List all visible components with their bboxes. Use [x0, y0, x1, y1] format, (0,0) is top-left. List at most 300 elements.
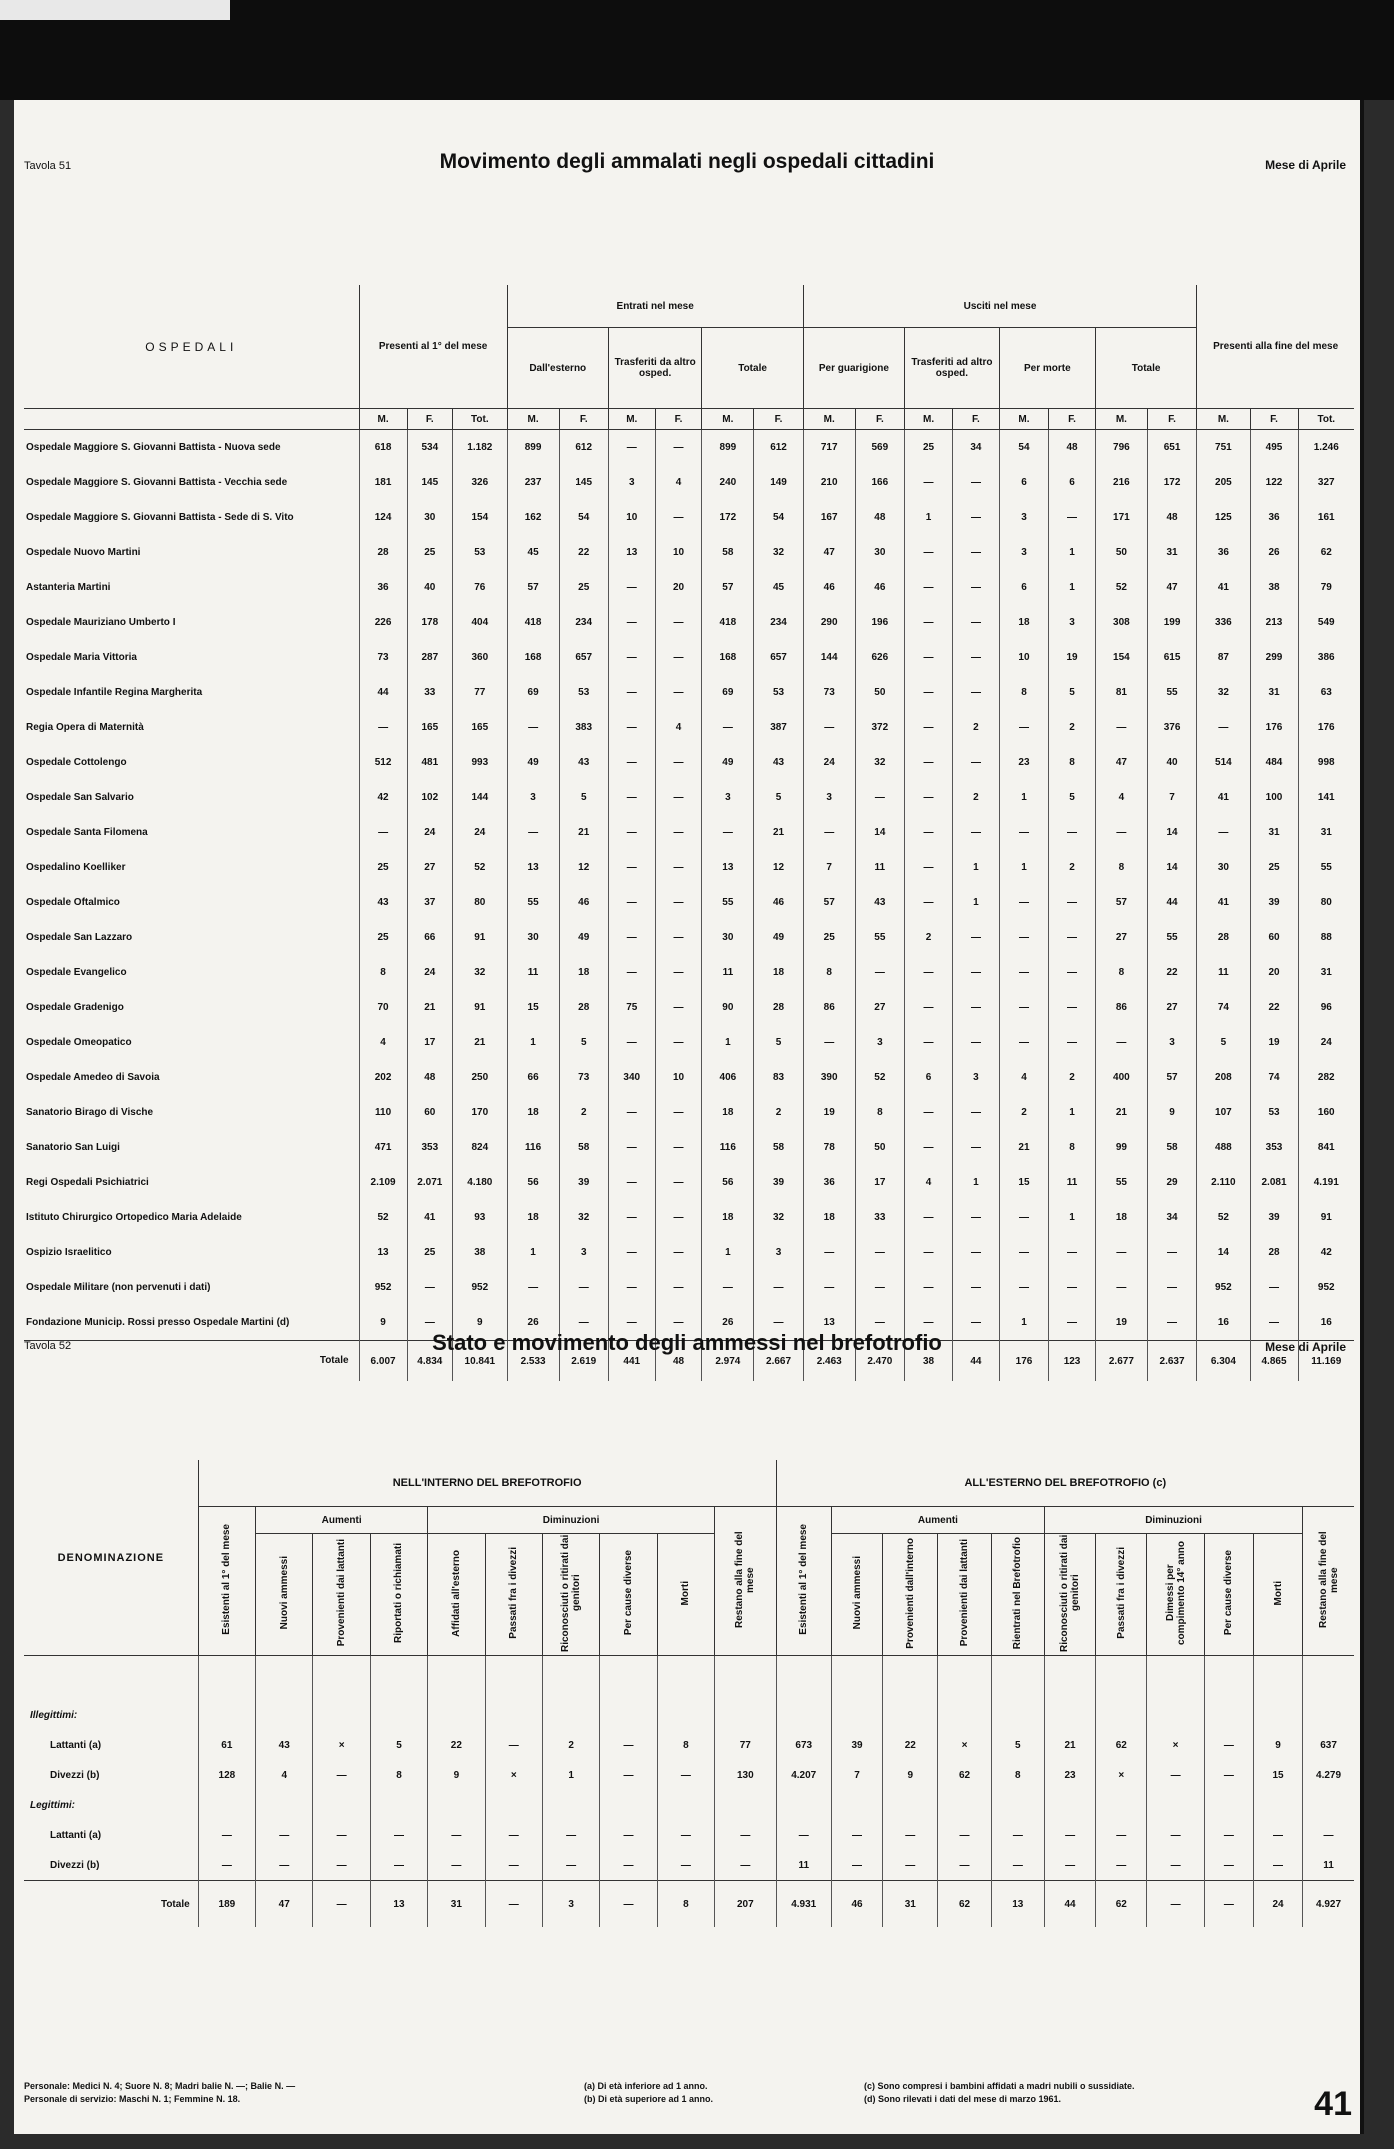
- hospital-name: Ospedale Militare (non pervenuti i dati): [26, 1281, 211, 1293]
- cell: 18: [559, 955, 608, 990]
- cell: —: [999, 1025, 1048, 1060]
- cell: 154: [1095, 640, 1147, 675]
- cell: 8: [657, 1881, 714, 1928]
- cell: 5: [559, 780, 608, 815]
- table-row: [24, 640, 1354, 675]
- cell: 18: [507, 1200, 559, 1235]
- cell: 6: [1049, 465, 1096, 500]
- cell: 2.974: [702, 1341, 754, 1382]
- cell: 4: [359, 1025, 407, 1060]
- cell: [428, 1656, 485, 1701]
- cell: 170: [453, 1095, 508, 1130]
- cell: 48: [1147, 500, 1196, 535]
- cell: 39: [754, 1165, 803, 1200]
- cell: 11: [1197, 955, 1250, 990]
- cell: 53: [559, 675, 608, 710]
- table-row: [24, 1730, 1354, 1760]
- cell: 404: [453, 605, 508, 640]
- cell: 36: [1197, 535, 1250, 570]
- cell: 196: [855, 605, 904, 640]
- cell: 2.637: [1147, 1341, 1196, 1382]
- cell: 2: [754, 1095, 803, 1130]
- cell: 5: [1197, 1025, 1250, 1060]
- section-label: Illegittimi:: [30, 1709, 78, 1721]
- cell: [776, 1700, 831, 1730]
- cell: —: [428, 1850, 485, 1881]
- cell: 26: [1250, 535, 1298, 570]
- cell: 2.071: [407, 1165, 452, 1200]
- cell: [1147, 1656, 1204, 1701]
- cell: 47: [803, 535, 855, 570]
- cell: 4.191: [1298, 1165, 1354, 1200]
- hospital-name: Ospedale Cottolengo: [26, 756, 127, 768]
- cell: 488: [1197, 1130, 1250, 1165]
- cell: 130: [715, 1760, 777, 1790]
- cell: 2: [1049, 850, 1096, 885]
- cell: —: [905, 710, 953, 745]
- table-row: [24, 885, 1354, 920]
- cell: —: [953, 640, 1000, 675]
- sub-m: M.: [1197, 409, 1250, 430]
- cell: 49: [559, 920, 608, 955]
- cell: —: [953, 535, 1000, 570]
- table-row: [24, 1760, 1354, 1790]
- hospital-name: Ospedale San Lazzaro: [26, 931, 133, 943]
- cell: 168: [507, 640, 559, 675]
- cell: 2: [953, 710, 1000, 745]
- cell: —: [803, 1270, 855, 1305]
- cell: —: [655, 500, 702, 535]
- cell: 11.169: [1298, 1341, 1354, 1382]
- cell: 4: [655, 465, 702, 500]
- cell: 899: [702, 430, 754, 466]
- cell: —: [407, 1270, 452, 1305]
- cell: —: [608, 850, 655, 885]
- cell: —: [776, 1820, 831, 1850]
- cell: 58: [754, 1130, 803, 1165]
- cell: ×: [485, 1760, 542, 1790]
- cell: 60: [1250, 920, 1298, 955]
- cell: 12: [754, 850, 803, 885]
- cell: —: [313, 1850, 370, 1881]
- table-row: [24, 1060, 1354, 1095]
- cell: —: [855, 1235, 904, 1270]
- cell: 31: [1147, 535, 1196, 570]
- cell: 24: [1253, 1881, 1302, 1928]
- cell: —: [608, 1095, 655, 1130]
- cell: —: [655, 605, 702, 640]
- cell: 189: [198, 1881, 255, 1928]
- cell: 56: [507, 1165, 559, 1200]
- table-row: [24, 1200, 1354, 1235]
- cell: —: [905, 955, 953, 990]
- cell: 21: [453, 1025, 508, 1060]
- cell: 549: [1298, 605, 1354, 640]
- table-row: [24, 780, 1354, 815]
- cell: [1147, 1790, 1204, 1820]
- cell: 16: [1298, 1305, 1354, 1341]
- cell: 41: [1197, 885, 1250, 920]
- table-row: [24, 815, 1354, 850]
- cell: 37: [407, 885, 452, 920]
- cell: 178: [407, 605, 452, 640]
- cell: 86: [803, 990, 855, 1025]
- cell: 38: [453, 1235, 508, 1270]
- cell: 46: [559, 885, 608, 920]
- cell: ×: [313, 1730, 370, 1760]
- col-presenti-fine: Presenti alla fine del mese: [1197, 285, 1354, 409]
- cell: 615: [1147, 640, 1196, 675]
- table-row: [24, 745, 1354, 780]
- cell: —: [953, 570, 1000, 605]
- cell: —: [905, 745, 953, 780]
- cell: 2: [999, 1095, 1048, 1130]
- cell: 3: [542, 1881, 599, 1928]
- cell: [542, 1700, 599, 1730]
- cell: 22: [428, 1730, 485, 1760]
- cell: 23: [1044, 1760, 1095, 1790]
- cell: 3: [608, 465, 655, 500]
- cell: —: [855, 1305, 904, 1341]
- cell: 4: [999, 1060, 1048, 1095]
- table-row: [24, 1850, 1354, 1881]
- cell: 27: [407, 850, 452, 885]
- cell: 24: [1298, 1025, 1354, 1060]
- cell: [831, 1700, 882, 1730]
- cell: 376: [1147, 710, 1196, 745]
- cell: 11: [702, 955, 754, 990]
- ext-col: Per cause diverse: [1204, 1534, 1253, 1656]
- cell: [991, 1700, 1044, 1730]
- table-row: [24, 465, 1354, 500]
- cell: 1: [999, 1305, 1048, 1341]
- cell: —: [905, 1130, 953, 1165]
- cell: [938, 1790, 991, 1820]
- cell: —: [608, 710, 655, 745]
- table-row: [24, 1820, 1354, 1850]
- cell: 10: [999, 640, 1048, 675]
- cell: —: [608, 780, 655, 815]
- cell: 2.470: [855, 1341, 904, 1382]
- cell: 96: [1298, 990, 1354, 1025]
- cell: 471: [359, 1130, 407, 1165]
- cell: 6: [905, 1060, 953, 1095]
- cell: 41: [1197, 570, 1250, 605]
- group-interno: NELL'INTERNO DEL BREFOTROFIO: [198, 1460, 776, 1507]
- cell: 53: [453, 535, 508, 570]
- hospital-name: Ospedale Gradenigo: [26, 1001, 124, 1013]
- cell: 43: [359, 885, 407, 920]
- cell: —: [905, 1025, 953, 1060]
- cell: 28: [754, 990, 803, 1025]
- cell: 4: [655, 710, 702, 745]
- cell: —: [608, 745, 655, 780]
- hospital-name: Ospedale Infantile Regina Margherita: [26, 686, 203, 698]
- cell: 4: [1095, 780, 1147, 815]
- cell: 66: [507, 1060, 559, 1095]
- table-row: [24, 1095, 1354, 1130]
- ext-col: Passati fra i divezzi: [1096, 1534, 1147, 1656]
- cell: —: [655, 955, 702, 990]
- footnote-d: (d) Sono rilevati i dati del mese di marzo 1961.: [864, 2094, 1062, 2104]
- cell: 116: [702, 1130, 754, 1165]
- cell: 31: [883, 1881, 938, 1928]
- cell: —: [608, 815, 655, 850]
- cell: —: [198, 1850, 255, 1881]
- cell: 31: [1298, 955, 1354, 990]
- cell: 57: [507, 570, 559, 605]
- cell: —: [542, 1820, 599, 1850]
- cell: 481: [407, 745, 452, 780]
- cell: —: [905, 535, 953, 570]
- cell: 4.931: [776, 1881, 831, 1928]
- cell: —: [999, 920, 1048, 955]
- cell: 36: [803, 1165, 855, 1200]
- cell: 326: [453, 465, 508, 500]
- cell: 21: [1044, 1730, 1095, 1760]
- cell: 57: [803, 885, 855, 920]
- cell: 47: [256, 1881, 313, 1928]
- cell: 9: [428, 1760, 485, 1790]
- cell: —: [1049, 955, 1096, 990]
- cell: —: [1147, 1760, 1204, 1790]
- cell: 83: [754, 1060, 803, 1095]
- cell: —: [1044, 1850, 1095, 1881]
- cell: 998: [1298, 745, 1354, 780]
- cell: 13: [507, 850, 559, 885]
- cell: 32: [754, 535, 803, 570]
- cell: [1204, 1656, 1253, 1701]
- cell: 4: [905, 1165, 953, 1200]
- group-esterno: ALL'ESTERNO DEL BREFOTROFIO (c): [776, 1460, 1354, 1507]
- cell: —: [1049, 500, 1096, 535]
- cell: 353: [407, 1130, 452, 1165]
- cell: [198, 1656, 255, 1701]
- cell: 5: [754, 780, 803, 815]
- cell: 48: [407, 1060, 452, 1095]
- cell: 287: [407, 640, 452, 675]
- cell: 208: [1197, 1060, 1250, 1095]
- cell: 4.865: [1250, 1341, 1298, 1382]
- cell: 1: [1049, 570, 1096, 605]
- hospital-name: Ospedale San Salvario: [26, 791, 134, 803]
- sub-f: F.: [1049, 409, 1096, 430]
- cell: [883, 1700, 938, 1730]
- sub-f: F.: [1250, 409, 1298, 430]
- cell: 43: [256, 1730, 313, 1760]
- cell: —: [953, 1305, 1000, 1341]
- cell: —: [999, 1270, 1048, 1305]
- cell: 30: [855, 535, 904, 570]
- cell: —: [1049, 990, 1096, 1025]
- cell: [542, 1790, 599, 1820]
- cell: —: [655, 430, 702, 466]
- cell: 796: [1095, 430, 1147, 466]
- ext-col: Morti: [1253, 1534, 1302, 1656]
- table-row: [24, 1270, 1354, 1305]
- cell: [198, 1700, 255, 1730]
- cell: 2: [542, 1730, 599, 1760]
- cell: 54: [559, 500, 608, 535]
- cell: 7: [831, 1760, 882, 1790]
- cell: 340: [608, 1060, 655, 1095]
- cell: 234: [754, 605, 803, 640]
- cell: 39: [1250, 1200, 1298, 1235]
- cell: —: [905, 1270, 953, 1305]
- cell: 18: [702, 1095, 754, 1130]
- cell: 11: [1049, 1165, 1096, 1200]
- cell: —: [905, 640, 953, 675]
- cell: 17: [407, 1025, 452, 1060]
- cell: 30: [507, 920, 559, 955]
- cell: [1096, 1656, 1147, 1701]
- cell: 18: [702, 1200, 754, 1235]
- cell: —: [1049, 1270, 1096, 1305]
- cell: 55: [1147, 920, 1196, 955]
- cell: —: [991, 1850, 1044, 1881]
- cell: 44: [359, 675, 407, 710]
- cell: —: [313, 1881, 370, 1928]
- cell: 27: [1095, 920, 1147, 955]
- cell: —: [999, 955, 1048, 990]
- cell: 24: [803, 745, 855, 780]
- cell: 4.834: [407, 1341, 452, 1382]
- table2-label: Tavola 52: [24, 1340, 72, 1352]
- cell: 15: [999, 1165, 1048, 1200]
- cell: —: [991, 1820, 1044, 1850]
- cell: —: [1049, 1235, 1096, 1270]
- cell: 13: [702, 850, 754, 885]
- cell: —: [1049, 1025, 1096, 1060]
- sub-f: F.: [754, 409, 803, 430]
- cell: [256, 1700, 313, 1730]
- cell: 47: [1095, 745, 1147, 780]
- cell: 299: [1250, 640, 1298, 675]
- sub-m: M.: [507, 409, 559, 430]
- cell: 165: [453, 710, 508, 745]
- cell: 181: [359, 465, 407, 500]
- cell: ×: [938, 1730, 991, 1760]
- sub-f: F.: [1147, 409, 1196, 430]
- cell: 10.841: [453, 1341, 508, 1382]
- cell: —: [1049, 920, 1096, 955]
- cell: 612: [559, 430, 608, 466]
- cell: [542, 1656, 599, 1701]
- cell: 11: [776, 1850, 831, 1881]
- cell: —: [370, 1820, 427, 1850]
- table-row: [24, 605, 1354, 640]
- cell: 171: [1095, 500, 1147, 535]
- cell: 55: [507, 885, 559, 920]
- cell: 31: [428, 1881, 485, 1928]
- cell: 21: [1095, 1095, 1147, 1130]
- brefotrofio-table: [24, 1460, 1354, 1927]
- col-usciti-totale: Totale: [1095, 328, 1196, 409]
- cell: 1: [905, 500, 953, 535]
- cell: 1: [953, 1165, 1000, 1200]
- cell: 58: [702, 535, 754, 570]
- cell: 13: [991, 1881, 1044, 1928]
- cell: 3: [702, 780, 754, 815]
- int-col: Passati fra i divezzi: [485, 1534, 542, 1656]
- cell: —: [608, 430, 655, 466]
- cell: 1: [1049, 535, 1096, 570]
- cell: 32: [855, 745, 904, 780]
- cell: [715, 1656, 777, 1701]
- cell: 77: [453, 675, 508, 710]
- cell: —: [256, 1850, 313, 1881]
- cell: 36: [1250, 500, 1298, 535]
- cell: 2.533: [507, 1341, 559, 1382]
- cell: 62: [938, 1760, 991, 1790]
- cell: 7: [1147, 780, 1196, 815]
- cell: 10: [655, 1060, 702, 1095]
- total-row: [24, 1881, 1354, 1928]
- cell: 23: [999, 745, 1048, 780]
- cell: 1: [999, 780, 1048, 815]
- cell: —: [953, 920, 1000, 955]
- cell: —: [655, 1235, 702, 1270]
- cell: 144: [453, 780, 508, 815]
- cell: 88: [1298, 920, 1354, 955]
- cell: 308: [1095, 605, 1147, 640]
- cell: 418: [702, 605, 754, 640]
- cell: —: [1147, 1820, 1204, 1850]
- cell: 8: [1049, 1130, 1096, 1165]
- cell: —: [655, 1095, 702, 1130]
- cell: 39: [559, 1165, 608, 1200]
- cell: 28: [1250, 1235, 1298, 1270]
- cell: —: [905, 1200, 953, 1235]
- cell: —: [608, 920, 655, 955]
- cell: [600, 1656, 657, 1701]
- cell: 824: [453, 1130, 508, 1165]
- cell: —: [485, 1820, 542, 1850]
- cell: 29: [1147, 1165, 1196, 1200]
- cell: —: [608, 1025, 655, 1060]
- cell: —: [1303, 1820, 1354, 1850]
- cell: —: [655, 1200, 702, 1235]
- cell: —: [803, 815, 855, 850]
- cell: [715, 1700, 777, 1730]
- cell: —: [855, 780, 904, 815]
- cell: —: [1147, 1881, 1204, 1928]
- cell: —: [905, 675, 953, 710]
- cell: 62: [1096, 1881, 1147, 1928]
- cell: 42: [1298, 1235, 1354, 1270]
- cell: —: [655, 1025, 702, 1060]
- cell: 176: [1298, 710, 1354, 745]
- int-col: Nuovi ammessi: [256, 1534, 313, 1656]
- cell: —: [485, 1850, 542, 1881]
- cell: 30: [1197, 850, 1250, 885]
- cell: 11: [1303, 1850, 1354, 1881]
- cell: 49: [507, 745, 559, 780]
- cell: —: [600, 1820, 657, 1850]
- cell: 3: [855, 1025, 904, 1060]
- cell: 2.081: [1250, 1165, 1298, 1200]
- cell: [24, 1656, 198, 1701]
- cell: 4.207: [776, 1760, 831, 1790]
- cell: —: [905, 1235, 953, 1270]
- hospital-name: Ospedale Amedeo di Savoia: [26, 1071, 160, 1083]
- cell: —: [407, 1305, 452, 1341]
- int-col: Restano alla fine del mese: [715, 1507, 777, 1656]
- cell: 55: [1298, 850, 1354, 885]
- cell: —: [715, 1820, 777, 1850]
- cell: 9: [453, 1305, 508, 1341]
- cell: 1: [953, 850, 1000, 885]
